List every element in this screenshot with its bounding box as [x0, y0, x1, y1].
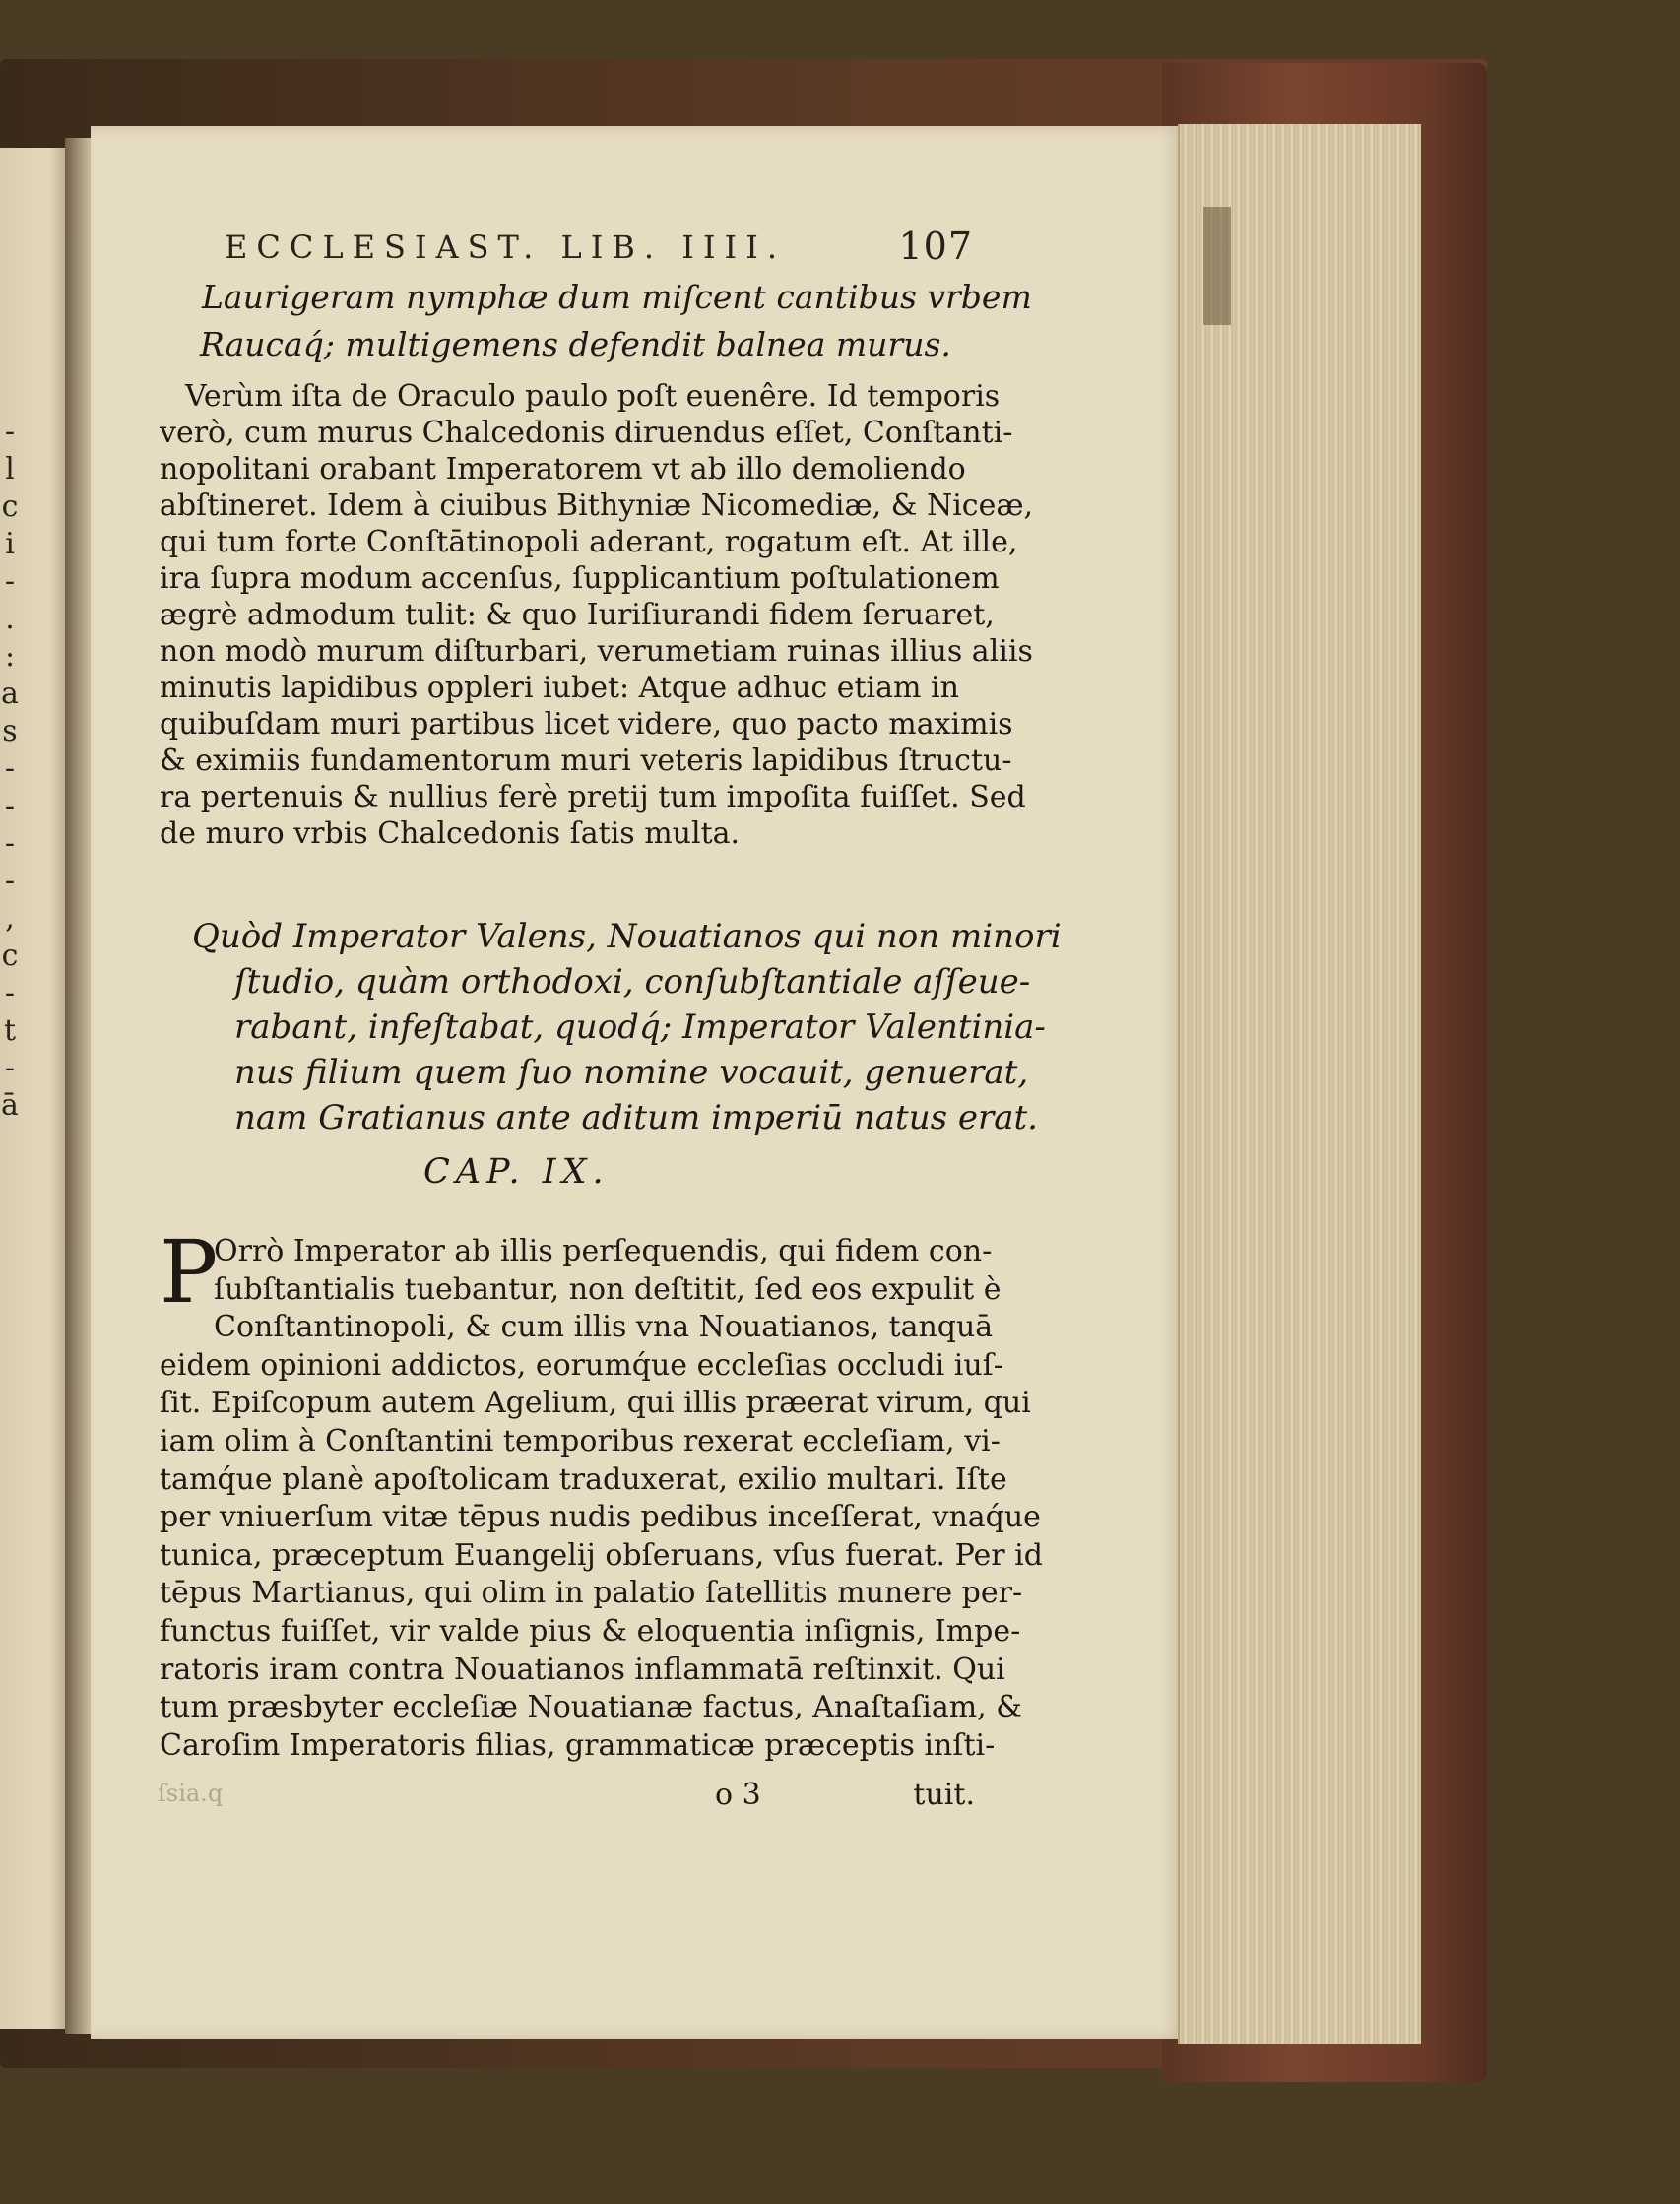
running-head — [225, 223, 973, 278]
text-line: nopolitani orabant Imperatorem vt ab illo demoliendo — [160, 452, 966, 486]
text-line: minutis lapidibus oppleri iubet: Atque adhuc etiam in — [160, 671, 959, 705]
text-line: qui tum forte Conſtātinopoli aderant, rogatum eſt. At ille, — [160, 525, 1018, 559]
left-page-fragment: - — [4, 826, 16, 861]
text-line: verò, cum murus Chalcedonis diruendus eſſet, Conſtanti- — [160, 416, 1013, 450]
heading-line: ſtudio, quàm orthodoxi, conſubſtantiale aſſeue- — [234, 962, 1031, 1002]
left-page-fragment: - — [4, 564, 16, 599]
text-line: ſubſtantialis tuebantur, non deſtitit, ſed eos expulit è — [214, 1271, 1002, 1307]
text-line: ratoris iram contra Nouatianos inflammatā reſtinxit. Qui — [160, 1652, 1005, 1687]
heading-line: Quòd Imperator Valens, Nouatianos qui non minori — [192, 917, 1062, 956]
verse-line: Laurigeram nymphæ dum miſcent cantibus vrbem — [202, 278, 1032, 316]
text-line: tunica, præceptum Euangelij obſeruans, vſus fuerat. Per id — [160, 1537, 1043, 1573]
text-line: Caroſim Imperatoris filias, grammaticæ præceptis inſti- — [160, 1727, 996, 1763]
left-page-fragment: l — [5, 452, 15, 486]
text-line: ſit. Epiſcopum autem Agelium, qui illis præerat virum, qui — [160, 1386, 1031, 1421]
left-page-fragment: - — [4, 415, 16, 449]
signature-mark: o 3 — [715, 1778, 761, 1812]
left-page-fragment: , — [5, 901, 15, 936]
page-fore-edge — [1178, 124, 1421, 2044]
catchword: tuit. — [913, 1778, 975, 1812]
text-line: functus fuiſſet, vir valde pius & eloquentia inſignis, Impe- — [160, 1613, 1021, 1649]
drop-cap: P — [160, 1221, 219, 1323]
left-page-fragment: s — [2, 714, 18, 748]
heading-line: rabant, infeſtabat, quodq́; Imperator Valentinia- — [234, 1007, 1046, 1047]
left-page-fragment: i — [5, 527, 15, 561]
paragraph-1 — [160, 378, 1033, 852]
page-footer — [158, 1778, 975, 1817]
text-line: per vniuerſum vitæ tēpus nudis pedibus inceſſerat, vnaq́ue — [160, 1500, 1041, 1535]
text-line: & eximiis fundamentorum muri veteris lapidibus ſtructu- — [160, 744, 1012, 778]
left-page-fragment: a — [1, 677, 19, 711]
text-line: ægrè admodum tulit: & quo Iuriſiurandi fidem ſeruaret, — [160, 598, 995, 632]
left-page-fragment: t — [3, 1013, 17, 1048]
verse-line: Raucaq́; multigemens defendit balnea murus. — [200, 325, 951, 363]
left-page-fragment: - — [4, 789, 16, 823]
text-line: Orrò Imperator ab illis perſequendis, qui fidem con- — [214, 1234, 993, 1268]
heading-line: nus filium quem ſuo nomine vocauit, genuerat, — [234, 1053, 1029, 1092]
text-line: tum præsbyter eccleſiæ Nouatianæ factus, Anaſtaſiam, & — [160, 1690, 1022, 1725]
chapter-heading — [192, 914, 1062, 1140]
paragraph-2 — [160, 1221, 1043, 1765]
text-line: de muro vrbis Chalcedonis ſatis multa. — [160, 816, 741, 851]
left-page-fragment: - — [4, 864, 16, 898]
left-page-fragment: - — [4, 751, 16, 786]
left-page-fragment: ā — [1, 1088, 19, 1123]
text-line: iam olim à Conſtantini temporibus rexerat eccleſiam, vi- — [160, 1423, 1001, 1459]
text-line: Verùm iſta de Oraculo paulo poſt euenêre. Id temporis — [185, 379, 1001, 414]
left-page-fragment: c — [1, 939, 19, 973]
text-line: Conſtantinopoli, & cum illis vna Nouatianos, tanquā — [214, 1310, 994, 1345]
left-page-fragment: - — [4, 976, 16, 1010]
text-line: abſtineret. Idem à ciuibus Bithyniæ Nicomediæ, & Niceæ, — [160, 488, 1034, 523]
verse-block — [202, 274, 1032, 368]
running-title: ECCLESIAST. LIB. IIII. — [225, 228, 786, 266]
page-number: 107 — [898, 225, 973, 268]
text-line: ra pertenuis & nullius ferè pretij tum impoſita fuiſſet. Sed — [160, 780, 1026, 814]
text-line: quibuſdam muri partibus licet videre, quo pacto maximis — [160, 707, 1013, 742]
text-line: tēpus Martianus, qui olim in palatio ſatellitis munere per- — [160, 1576, 1023, 1611]
left-page-fragment: c — [1, 489, 19, 524]
heading-line: nam Gratianus ante aditum imperiū natus erat. — [234, 1098, 1038, 1137]
text-line: tamq́ue planè apoſtolicam traduxerat, exilio multari. Iſte — [160, 1461, 1007, 1497]
left-page-fragment: - — [4, 1051, 16, 1085]
faint-show-through-mark: ſsia.q — [158, 1780, 224, 1807]
left-page-fragment: : — [4, 639, 16, 674]
left-page-fragment: . — [5, 602, 15, 636]
fore-edge-mark — [1203, 207, 1231, 325]
text-line: non modò murum diſturbari, verumetiam ruinas illius aliis — [160, 634, 1033, 669]
left-page-margin-fragments — [0, 414, 20, 1125]
chapter-number: CAP. IX. — [423, 1152, 610, 1192]
text-line: eidem opinioni addictos, eorumq́ue eccleſias occludi iuſ- — [160, 1347, 1003, 1383]
text-line: ira ſupra modum accenſus, ſupplicantium poſtulationem — [160, 561, 1000, 596]
